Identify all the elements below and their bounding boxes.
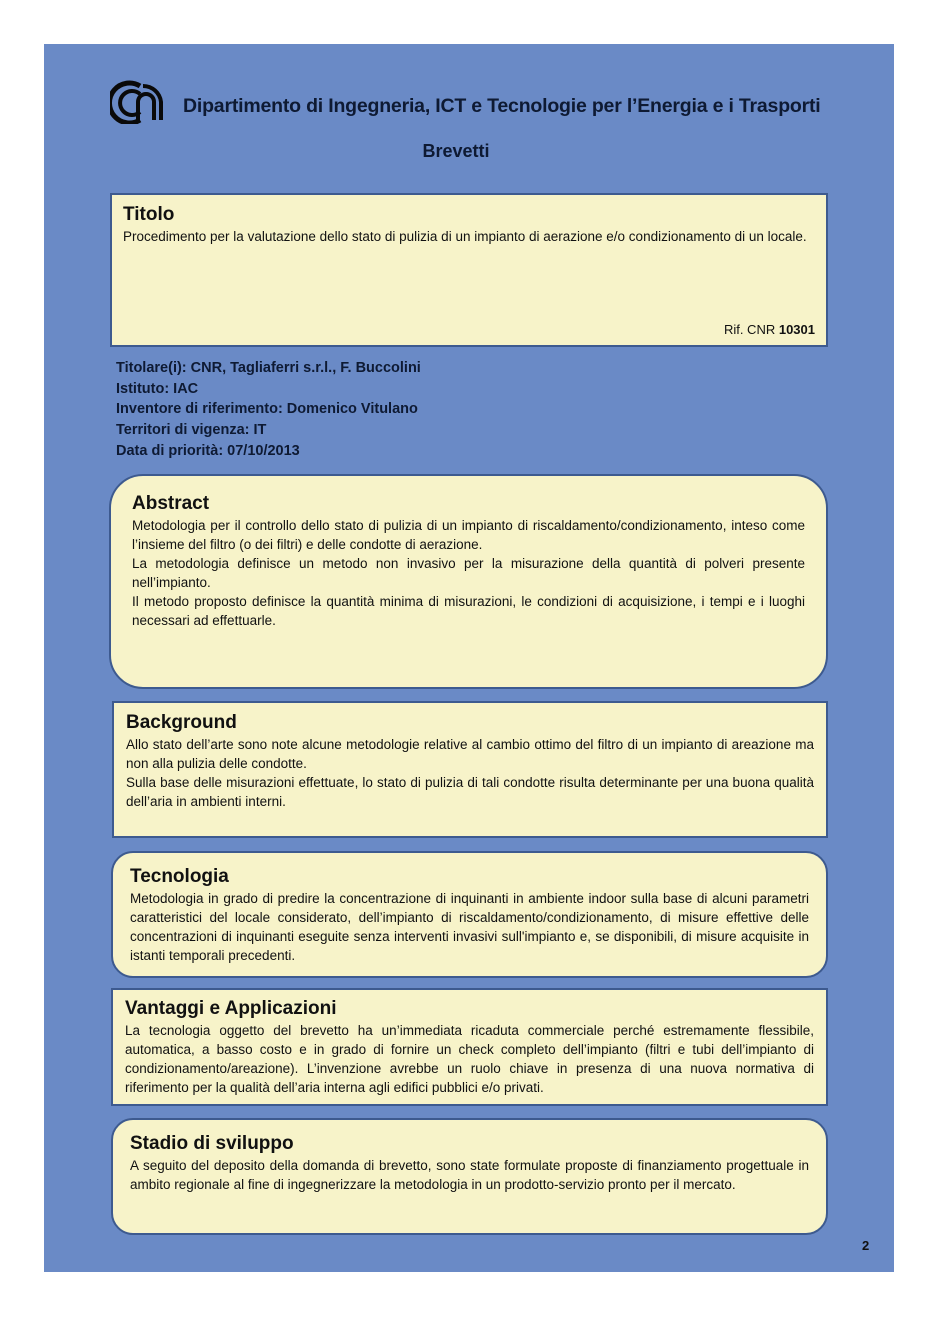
tecnologia-box (111, 851, 828, 978)
vantaggi-box (111, 988, 828, 1106)
cnr-logo-icon (110, 80, 164, 124)
inventore-line: Inventore di riferimento: Domenico Vitulano (116, 401, 418, 418)
titolo-box (110, 193, 828, 347)
abstract-box (109, 474, 828, 689)
section-title: Brevetti (422, 141, 490, 161)
vantaggi-heading: Vantaggi e Applicazioni (125, 998, 337, 1019)
stadio-heading: Stadio di sviluppo (130, 1133, 294, 1154)
titolo-heading: Titolo (123, 204, 175, 225)
reference-number: 10301 (778, 322, 815, 337)
titolare-line: Titolare(i): CNR, Tagliaferri s.r.l., F. Buccolini (116, 360, 421, 376)
vantaggi-paragraph: La tecnologia oggetto del brevetto ha un’immediata ricaduta commerciale perché estremamente flessibile, automatica, a basso costo e in grado di fornire un check completo dell’impianto (filtri e tubi dell’impianto di condizionamento/areazione). L’invenzione avrebbe un ruolo chiave in presenza di una nuova normativa di riferimento per la qualità dell’aria interna agli edifici pubblici e/o privati. (125, 1023, 814, 1095)
abstract-paragraph: La metodologia definisce un metodo non invasivo per la misurazione della quantità di polveri presente nell’impianto. (132, 556, 805, 590)
stadio-box (111, 1118, 828, 1235)
reference (724, 322, 815, 337)
abstract-paragraph: Metodologia per il controllo dello stato di pulizia di un impianto di riscaldamento/condizionamento, inteso come l’insieme del filtro (o dei filtri) e delle condotte di aerazione. (132, 518, 805, 552)
abstract-paragraph: Il metodo proposto definisce la quantità minima di misurazioni, le condizioni di acquisizione, i tempi e i luoghi necessari ad effettuarle. (132, 594, 805, 628)
background-paragraph: Allo stato dell’arte sono note alcune metodologie relative al cambio ottimo del filtro di un impianto di areazione ma non alla pulizia delle condotte. (126, 737, 814, 771)
titolo-text: Procedimento per la valutazione dello stato di pulizia di un impianto di aerazione e/o condizionamento di un locale. (123, 229, 807, 244)
department-title: Dipartimento di Ingegneria, ICT e Tecnologie per l’Energia e i Trasporti (183, 95, 821, 117)
istituto-line: Istituto: IAC (116, 380, 199, 397)
background-box (112, 701, 828, 838)
background-paragraph: Sulla base delle misurazioni effettuate, lo stato di pulizia di tali condotte risulta determinante per una buona qualità dell’aria in ambienti interni. (126, 775, 814, 809)
patent-metadata (116, 358, 421, 462)
stadio-paragraph: A seguito del deposito della domanda di brevetto, sono state formulate proposte di finanziamento progettuale in ambito regionale al fine di ingegnerizzare la metodologia in un prodotto-servizio pronto per il mercato. (130, 1158, 809, 1192)
tecnologia-paragraph: Metodologia in grado di predire la concentrazione di inquinanti in ambiente indoor sulla base di alcuni parametri caratteristici del locale considerato, dell’impianto di riscaldamento/condizionamento, di misure effettive delle concentrazioni di inquinanti eseguite senza interventi invasivi sull'impianto e, se disponibili, di misure acquisite in istanti temporali precedenti. (130, 891, 809, 963)
page-number: 2 (862, 1238, 870, 1253)
tecnologia-heading: Tecnologia (130, 866, 229, 887)
abstract-heading: Abstract (132, 493, 210, 514)
background-heading: Background (126, 712, 237, 733)
reference-label: Rif. CNR (723, 322, 776, 337)
data-priorita-line: Data di priorità: 07/10/2013 (116, 442, 300, 459)
territori-line: Territori di vigenza: IT (116, 422, 267, 439)
